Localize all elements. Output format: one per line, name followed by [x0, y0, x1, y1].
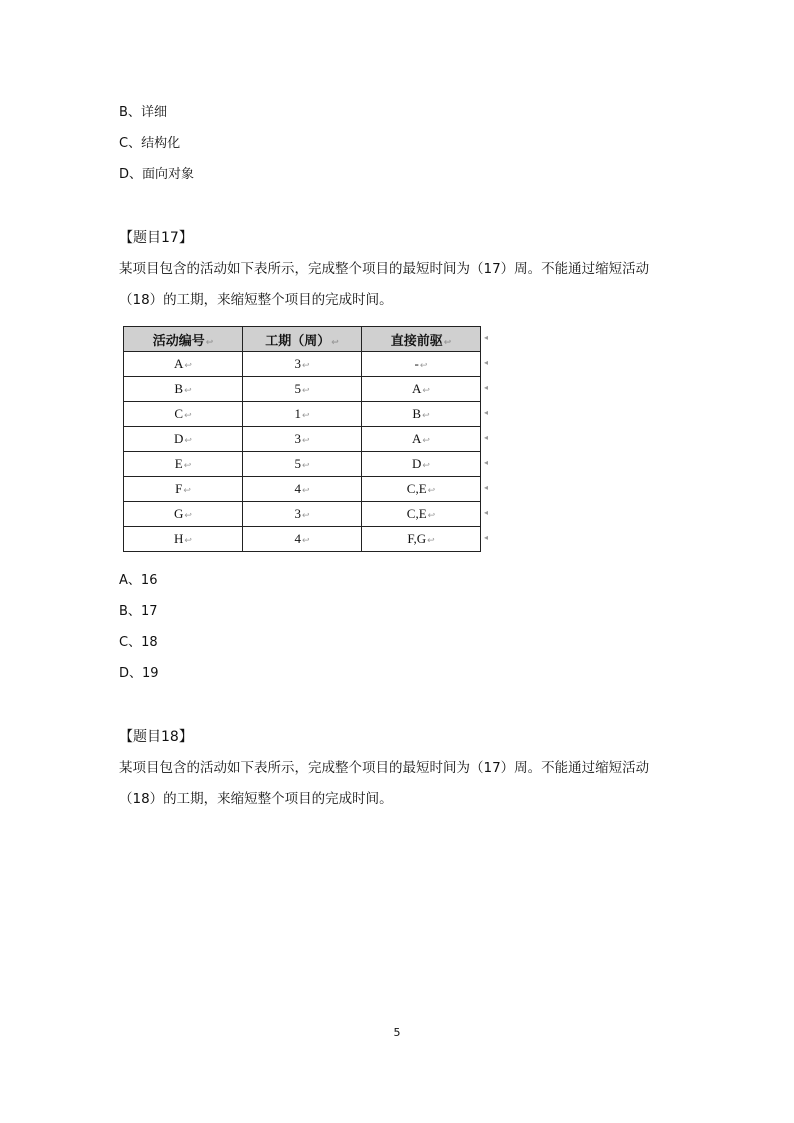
cell-duration: 1↩ — [243, 402, 362, 427]
row-end-mark-icon: ◂ — [484, 458, 489, 467]
page-number: 5 — [393, 1026, 401, 1039]
q18-question-line-1: 某项目包含的活动如下表所示，完成整个项目的最短时间为（17）周。不能通过缩短活动 — [119, 760, 650, 776]
row-end-mark-icon: ◂ — [484, 483, 489, 492]
cell-activity: A↩ — [124, 352, 243, 377]
cell-predecessor: C,E↩ — [362, 477, 481, 502]
option-text: 面向对象 — [142, 167, 195, 182]
option-letter: B — [119, 105, 128, 120]
cell-predecessor: -↩ — [362, 352, 481, 377]
option-letter: D — [119, 666, 130, 681]
cell-predecessor: B↩ — [362, 402, 481, 427]
cell-duration: 4↩ — [243, 527, 362, 552]
q16-option-c — [119, 135, 180, 153]
row-end-mark-icon: ◂ — [484, 383, 489, 392]
option-letter: D — [119, 167, 130, 182]
option-sep: 、 — [128, 635, 142, 650]
table-row — [124, 427, 481, 452]
table-row — [124, 502, 481, 527]
option-text: 16 — [140, 573, 158, 588]
option-text: 18 — [141, 635, 158, 650]
option-text: 结构化 — [141, 136, 181, 151]
table-row — [124, 402, 481, 427]
cell-activity: H↩ — [124, 527, 243, 552]
cell-activity: D↩ — [124, 427, 243, 452]
option-sep: 、 — [127, 573, 141, 588]
cell-predecessor: D↩ — [362, 452, 481, 477]
cell-duration: 5↩ — [243, 452, 362, 477]
cell-activity: B↩ — [124, 377, 243, 402]
option-text: 19 — [142, 666, 159, 681]
activity-table — [123, 326, 481, 552]
cell-duration: 3↩ — [243, 352, 362, 377]
q17-question-line-2: （18）的工期，来缩短整个项目的完成时间。 — [119, 292, 393, 308]
cell-activity: E↩ — [124, 452, 243, 477]
cell-predecessor: A↩ — [362, 377, 481, 402]
cell-duration: 3↩ — [243, 427, 362, 452]
cell-duration: 3↩ — [243, 502, 362, 527]
option-text: 17 — [140, 604, 158, 619]
q18-title: 【题目18】 — [119, 729, 193, 745]
option-letter: B — [119, 604, 128, 619]
option-sep: 、 — [129, 167, 143, 182]
option-letter: A — [119, 573, 128, 588]
row-end-mark-icon: ◂ — [484, 508, 489, 517]
table-row — [124, 527, 481, 552]
option-sep: 、 — [127, 105, 141, 120]
table-row — [124, 352, 481, 377]
q16-option-d — [119, 166, 194, 184]
header-duration: 工期（周）↩ — [243, 327, 362, 352]
option-text: 详细 — [140, 105, 167, 120]
table-header-row — [124, 327, 481, 352]
cell-duration: 5↩ — [243, 377, 362, 402]
row-end-mark-icon: ◂ — [484, 333, 489, 342]
q16-option-b — [119, 104, 167, 122]
cell-activity: F↩ — [124, 477, 243, 502]
cell-duration: 4↩ — [243, 477, 362, 502]
option-sep: 、 — [128, 136, 142, 151]
cell-activity: C↩ — [124, 402, 243, 427]
cell-activity: G↩ — [124, 502, 243, 527]
option-letter: C — [119, 136, 129, 151]
option-sep: 、 — [127, 604, 141, 619]
q17-title: 【题目17】 — [119, 230, 193, 246]
q17-option-b — [119, 603, 157, 621]
cell-predecessor: C,E↩ — [362, 502, 481, 527]
header-activity-id: 活动编号↩ — [124, 327, 243, 352]
row-end-mark-icon: ◂ — [484, 433, 489, 442]
q17-question-line-1: 某项目包含的活动如下表所示，完成整个项目的最短时间为（17）周。不能通过缩短活动 — [119, 261, 650, 277]
option-letter: C — [119, 635, 129, 650]
table-row — [124, 477, 481, 502]
cell-predecessor: F,G↩ — [362, 527, 481, 552]
table-row — [124, 377, 481, 402]
option-sep: 、 — [129, 666, 143, 681]
table-row — [124, 452, 481, 477]
q17-option-a — [119, 572, 157, 590]
row-end-mark-icon: ◂ — [484, 358, 489, 367]
cell-predecessor: A↩ — [362, 427, 481, 452]
q17-option-d — [119, 665, 159, 683]
row-end-mark-icon: ◂ — [484, 533, 489, 542]
row-end-mark-icon: ◂ — [484, 408, 489, 417]
header-predecessor: 直接前驱↩ — [362, 327, 481, 352]
q18-question-line-2: （18）的工期，来缩短整个项目的完成时间。 — [119, 791, 393, 807]
q17-option-c — [119, 634, 158, 652]
